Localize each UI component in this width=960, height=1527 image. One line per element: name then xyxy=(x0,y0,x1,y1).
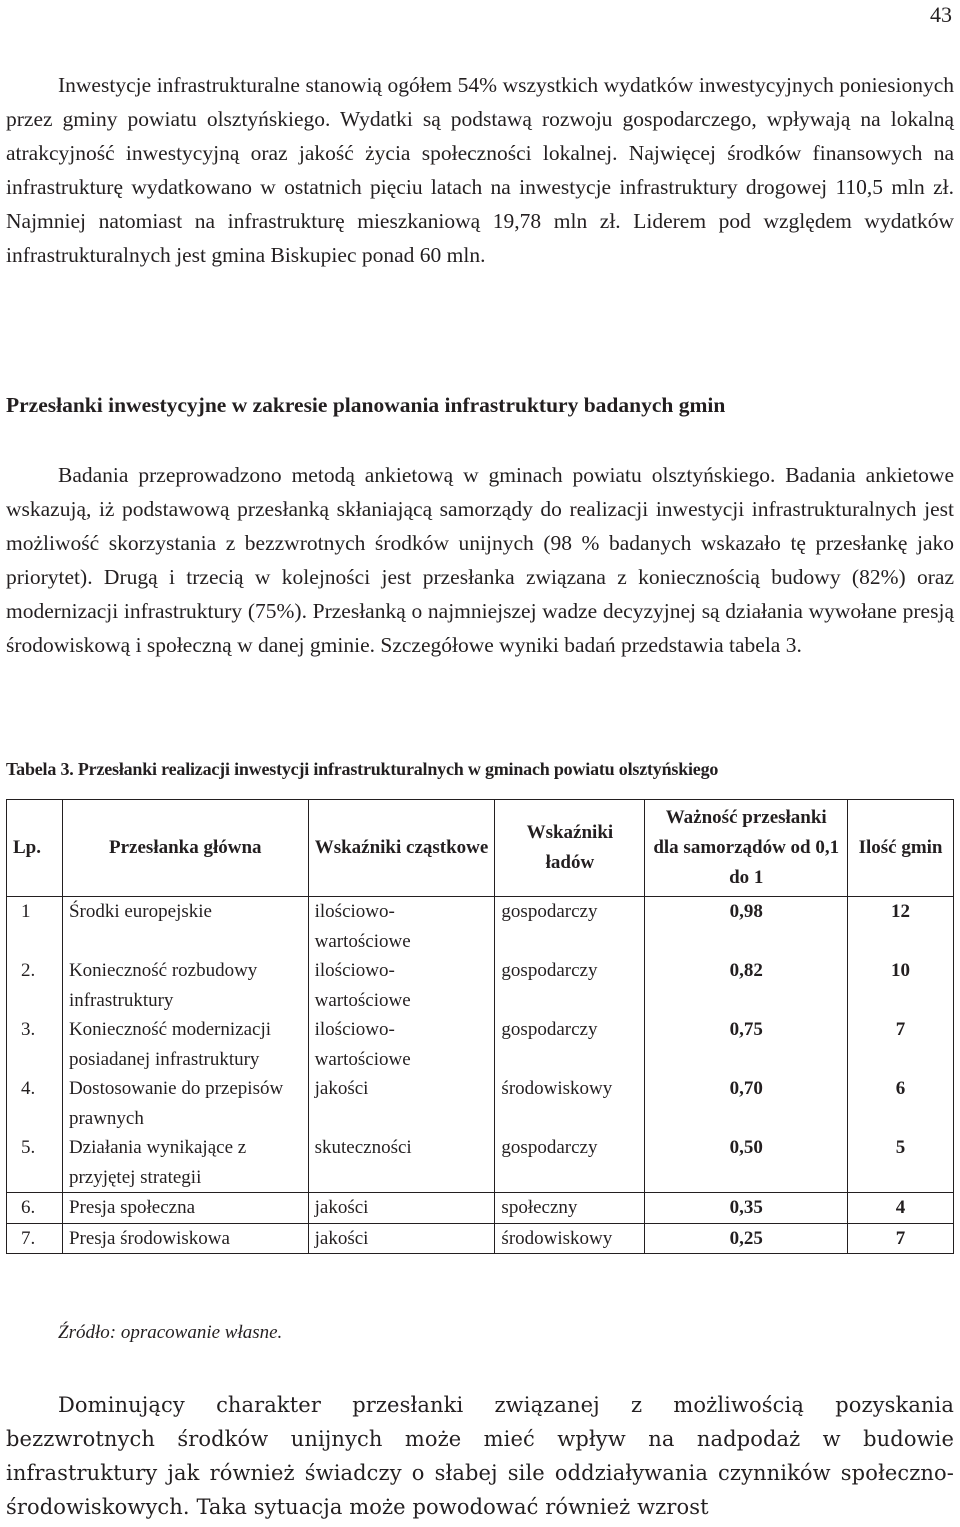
cell-importance: 0,35 xyxy=(645,1193,848,1224)
cell-lp: 1 xyxy=(7,897,63,957)
table-row xyxy=(7,1074,954,1133)
cell-premise: Konieczność modernizacji posiadanej infrastruktury xyxy=(62,1015,308,1074)
cell-lp: 4. xyxy=(7,1074,63,1133)
cell-premise: Presja środowiskowa xyxy=(62,1223,308,1254)
cell-importance: 0,25 xyxy=(645,1223,848,1254)
header-number-of-communes: Ilość gmin xyxy=(848,800,954,897)
paragraph-conclusion: Dominujący charakter przesłanki związanej z możliwością pozyskania bezzwrotnych środków unijnych może mieć wpływ na nadpodaż w budowie infrastruktury jak również świadczy o słabej sile oddziaływania czynników społeczno-środowiskowych. Taka sytuacja może powodować również wzrost xyxy=(6,1393,954,1519)
premises-table xyxy=(6,799,954,1254)
table-row xyxy=(7,1133,954,1193)
header-main-premise: Przesłanka główna xyxy=(62,800,308,897)
cell-order-indicator: społeczny xyxy=(495,1193,645,1224)
cell-premise: Konieczność rozbudowy infrastruktury xyxy=(62,956,308,1015)
cell-importance: 0,75 xyxy=(645,1015,848,1074)
cell-count: 7 xyxy=(848,1015,954,1074)
cell-partial-indicator: jakości xyxy=(308,1074,495,1133)
cell-count: 6 xyxy=(848,1074,954,1133)
header-importance: Ważność przesłanki dla samorządów od 0,1 do 1 xyxy=(645,800,848,897)
table-header-row xyxy=(7,800,954,897)
table-row xyxy=(7,956,954,1015)
table-title: Tabela 3. Przesłanki realizacji inwestycji infrastrukturalnych w gminach powiatu olsztyńskiego xyxy=(6,759,719,779)
cell-importance: 0,50 xyxy=(645,1133,848,1193)
cell-lp: 7. xyxy=(7,1223,63,1254)
table-source: Źródło: opracowanie własne. xyxy=(58,1322,283,1343)
header-partial-indicators: Wskaźniki cząstkowe xyxy=(308,800,495,897)
cell-count: 5 xyxy=(848,1133,954,1193)
cell-count: 4 xyxy=(848,1193,954,1224)
cell-importance: 0,98 xyxy=(645,897,848,957)
cell-count: 7 xyxy=(848,1223,954,1254)
cell-lp: 3. xyxy=(7,1015,63,1074)
cell-partial-indicator: ilościowo-wartościowe xyxy=(308,956,495,1015)
table-row xyxy=(7,897,954,957)
header-order-indicators: Wskaźniki ładów xyxy=(495,800,645,897)
cell-partial-indicator: ilościowo-wartościowe xyxy=(308,1015,495,1074)
cell-lp: 5. xyxy=(7,1133,63,1193)
cell-order-indicator: gospodarczy xyxy=(495,1015,645,1074)
table-row xyxy=(7,1193,954,1224)
page-number: 43 xyxy=(930,2,952,27)
cell-lp: 2. xyxy=(7,956,63,1015)
table-row xyxy=(7,1223,954,1254)
cell-premise: Presja społeczna xyxy=(62,1193,308,1224)
cell-importance: 0,70 xyxy=(645,1074,848,1133)
cell-premise: Działania wynikające z przyjętej strategii xyxy=(62,1133,308,1193)
cell-order-indicator: gospodarczy xyxy=(495,1133,645,1193)
cell-partial-indicator: ilościowo-wartościowe xyxy=(308,897,495,957)
cell-partial-indicator: jakości xyxy=(308,1193,495,1224)
cell-lp: 6. xyxy=(7,1193,63,1224)
cell-count: 10 xyxy=(848,956,954,1015)
cell-order-indicator: środowiskowy xyxy=(495,1074,645,1133)
table-row xyxy=(7,1015,954,1074)
cell-order-indicator: środowiskowy xyxy=(495,1223,645,1254)
section-heading: Przesłanki inwestycyjne w zakresie planowania infrastruktury badanych gmin xyxy=(6,393,726,417)
cell-premise: Środki europejskie xyxy=(62,897,308,957)
cell-order-indicator: gospodarczy xyxy=(495,897,645,957)
cell-partial-indicator: skuteczności xyxy=(308,1133,495,1193)
cell-partial-indicator: jakości xyxy=(308,1223,495,1254)
cell-count: 12 xyxy=(848,897,954,957)
header-lp: Lp. xyxy=(7,800,63,897)
paragraph-infrastructure-spending: Inwestycje infrastrukturalne stanowią ogółem 54% wszystkich wydatków inwestycyjnych poniesionych przez gminy powiatu olsztyńskiego. Wydatki są podstawą rozwoju gospodarczego, wpływają na lokalną atrakcyjność inwestycyjną oraz jakość życia społeczności lokalnej. Najwięcej środków finansowych na infrastrukturę wydatkowano w ostatnich pięciu latach na inwestycje infrastruktury drogowej 110,5 mln zł. Najmniej natomiast na infrastrukturę mieszkaniową 19,78 mln zł. Liderem pod względem wydatków infrastrukturalnych jest gmina Biskupiec ponad 60 mln. xyxy=(6,73,954,267)
cell-premise: Dostosowanie do przepisów prawnych xyxy=(62,1074,308,1133)
paragraph-survey-results: Badania przeprowadzono metodą ankietową w gminach powiatu olsztyńskiego. Badania ankietowe wskazują, iż podstawową przesłanką skłaniającą samorządy do realizacji inwestycji infrastrukturalnych jest możliwość skorzystania z bezzwrotnych środków unijnych (98 % badanych wskazało tę przesłankę jako priorytet). Drugą i trzecią w kolejności jest przesłanka związana z koniecznością budowy (82%) oraz modernizacji infrastruktury (75%). Przesłanką o najmniejszej wadze decyzyjnej są działania wywołane presją środowiskową i społeczną w danej gminie. Szczegółowe wyniki badań przedstawia tabela 3. xyxy=(6,463,954,657)
cell-order-indicator: gospodarczy xyxy=(495,956,645,1015)
cell-importance: 0,82 xyxy=(645,956,848,1015)
